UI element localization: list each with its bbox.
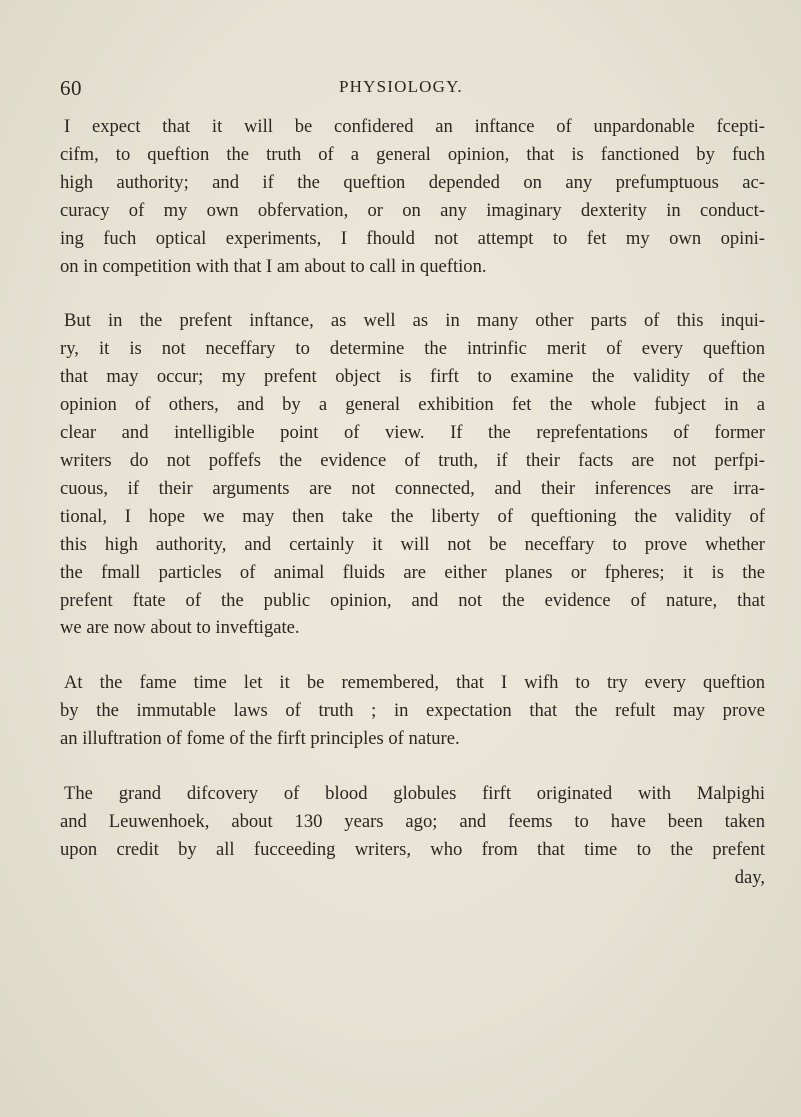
- paragraph-2: [60, 307, 765, 642]
- text-line: and Leuwenhoek, about 130 years ago; and feems to have been taken: [60, 810, 765, 832]
- text-line: curacy of my own obfervation, or on any imaginary dexterity in conduct-: [60, 199, 765, 221]
- text-line: ing fuch optical experiments, I fhould not attempt to fet my own opini-: [60, 227, 765, 249]
- text-line: prefent ftate of the public opinion, and not the evidence of nature, that: [60, 589, 765, 611]
- catchword: day,: [734, 866, 765, 888]
- text-line: At the fame time let it be remembered, that I wifh to try every queftion: [64, 672, 765, 694]
- paragraph-3: [60, 669, 765, 753]
- running-title: PHYSIOLOGY.: [339, 77, 463, 96]
- text-line: cuous, if their arguments are not connected, and their inferences are irra-: [60, 477, 765, 499]
- text-line: cifm, to queftion the truth of a general opinion, that is fanctioned by fuch: [60, 143, 765, 165]
- text-line: tional, I hope we may then take the liberty of queftioning the validity of: [60, 505, 765, 527]
- page-number: 60: [60, 76, 82, 100]
- body-text: [60, 113, 765, 892]
- text-line: this high authority, and certainly it will not be neceffary to prove whether: [60, 533, 765, 555]
- text-line: upon credit by all fucceeding writers, who from that time to the prefent: [60, 838, 765, 860]
- text-line: writers do not poffefs the evidence of truth, if their facts are not perfpi-: [60, 449, 765, 471]
- text-line: opinion of others, and by a general exhibition fet the whole fubject in a: [60, 394, 765, 416]
- text-line: The grand difcovery of blood globules firft originated with Malpighi: [64, 783, 765, 805]
- text-line: But in the prefent inftance, as well as in many other parts of this inqui-: [64, 310, 765, 332]
- text-line: we are now about to inveftigate.: [60, 617, 300, 639]
- text-line: that may occur; my prefent object is firft to examine the validity of the: [60, 366, 765, 388]
- text-line: clear and intelligible point of view. If the reprefentations of former: [60, 422, 765, 444]
- text-line: by the immutable laws of truth ; in expectation that the refult may prove: [60, 700, 765, 722]
- text-line: on in competition with that I am about to call in queftion.: [60, 255, 487, 277]
- text-line: ry, it is not neceffary to determine the intrinfic merit of every queftion: [60, 338, 765, 360]
- paragraph-1: [60, 113, 765, 280]
- text-line: I expect that it will be confidered an inftance of unpardonable fcepti-: [64, 116, 765, 137]
- text-line: the fmall particles of animal fluids are either planes or fpheres; it is the: [60, 561, 765, 583]
- paragraph-4: [60, 780, 765, 892]
- text-line: an illuftration of fome of the firft principles of nature.: [60, 728, 460, 750]
- text-line: high authority; and if the queftion depended on any prefumptuous ac-: [60, 171, 765, 193]
